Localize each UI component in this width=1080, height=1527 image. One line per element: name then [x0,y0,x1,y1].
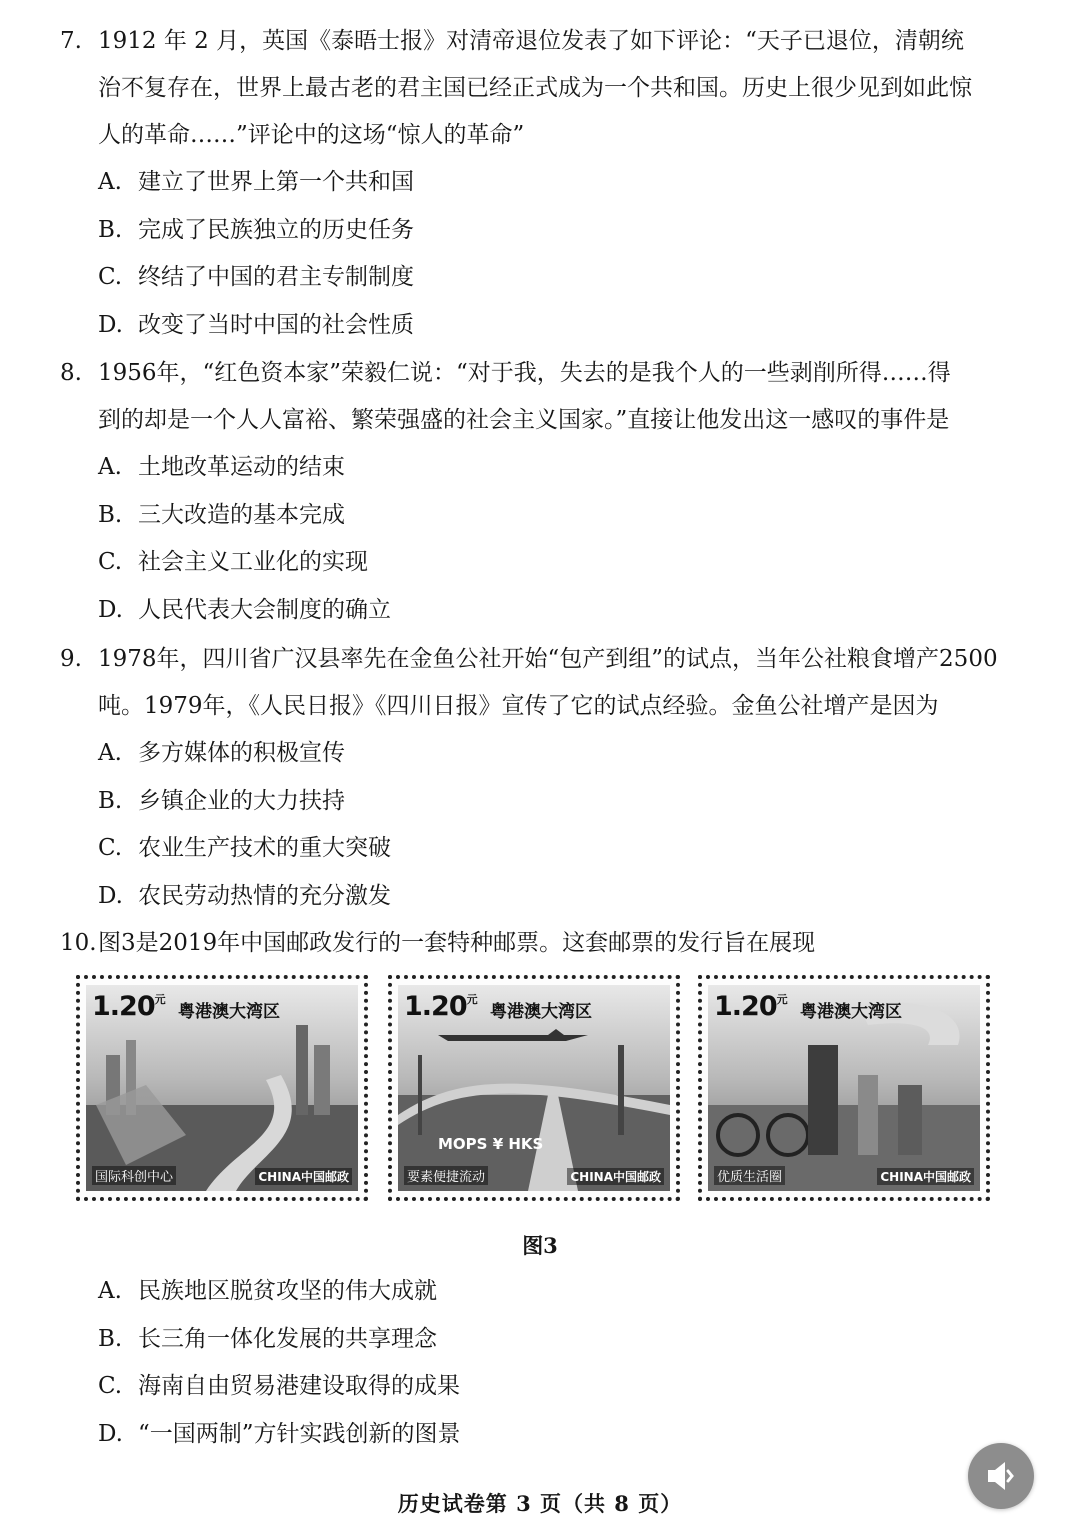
stamp-quality-life [698,975,990,1201]
option-text: 三大改造的基本完成 [138,501,345,528]
option-a[interactable] [60,444,1020,492]
question-10 [60,920,1020,967]
question-stem-line [60,920,1020,967]
stamp-value [404,991,477,1022]
stamp-figure [76,975,996,1203]
stamp-theme: 国际科创中心 [92,1166,176,1185]
option-text: 乡镇企业的大力扶持 [138,787,345,814]
question-stem-line: 吨。1979年，《人民日报》《四川日报》宣传了它的试点经验。金鱼公社增产是因为 [98,693,939,719]
option-letter: B. [98,1325,123,1352]
question-number: 7. [60,28,82,54]
stamp-region: 粤港澳大湾区 [178,1002,280,1022]
question-text: 图3是2019年中国邮政发行的一套特种邮票。这套邮票的发行旨在展现 [98,930,816,956]
question-stem-line [60,18,1020,65]
stamp-value-number: 1.20 [404,991,467,1022]
option-letter: A. [98,1278,122,1304]
stamp-currency-label: MOPS ¥ HKS [438,1135,544,1153]
option-text: 长三角一体化发展的共享理念 [138,1325,437,1352]
option-letter: B. [98,501,123,528]
stamp-theme: 要素便捷流动 [404,1166,488,1185]
option-b[interactable] [60,207,1020,255]
option-letter: D. [98,311,123,338]
stamp-value-number: 1.20 [714,991,777,1022]
option-b[interactable] [60,492,1020,540]
audio-play-button[interactable] [968,1443,1034,1509]
stamp-postal-mark: CHINA中国邮政 [255,1168,352,1185]
option-c[interactable] [60,539,1020,587]
option-b[interactable] [60,1316,1020,1364]
option-c[interactable] [60,254,1020,302]
option-text: 建立了世界上第一个共和国 [138,169,414,195]
stamp-image [398,985,670,1191]
stamp-value-unit: 元 [466,993,477,1006]
option-letter: D. [98,1420,123,1447]
question-stem-line: 人的革命……”评论中的这场“惊人的革命” [98,122,525,148]
option-d[interactable] [60,587,1020,635]
option-text: 多方媒体的积极宣传 [138,740,345,766]
stamp-region: 粤港澳大湾区 [490,1002,592,1022]
option-text: 农民劳动热情的充分激发 [138,882,391,909]
stamp-region: 粤港澳大湾区 [800,1002,902,1022]
option-text: 农业生产技术的重大突破 [138,835,391,861]
option-a[interactable] [60,1268,1020,1316]
stamp-postal-mark: CHINA中国邮政 [877,1168,974,1185]
question-stem-line [60,350,1020,397]
question-number: 10. [60,930,97,956]
option-letter: A. [98,740,122,766]
question-stem-line: 到的却是一个人人富裕、繁荣强盛的社会主义国家。”直接让他发出这一感叹的事件是 [98,407,950,433]
question-number: 9. [60,646,82,672]
option-text: 改变了当时中国的社会性质 [138,311,414,338]
question-number: 8. [60,360,82,386]
stamp-value [714,991,787,1022]
question-7 [60,18,1020,349]
option-text: 海南自由贸易港建设取得的成果 [138,1373,460,1399]
figure-caption: 图3 [522,1233,558,1258]
option-letter: A. [98,169,122,195]
option-letter: C. [98,1373,123,1399]
option-letter: D. [98,882,123,909]
stamp-value-number: 1.20 [92,991,155,1022]
question-9 [60,636,1020,920]
question-8 [60,350,1020,634]
option-text: 终结了中国的君主专制制度 [138,264,414,290]
option-text: 完成了民族独立的历史任务 [138,216,414,243]
stamp-value-unit: 元 [776,993,787,1006]
option-text: 社会主义工业化的实现 [138,549,368,575]
option-letter: C. [98,264,123,290]
option-c[interactable] [60,1363,1020,1411]
stamp-factor-flow [388,975,680,1201]
stamp-postal-mark: CHINA中国邮政 [567,1168,664,1185]
stamp-tech-center [76,975,368,1201]
stamp-image [86,985,358,1191]
question-stem-line: 治不复存在，世界上最古老的君主国已经正式成为一个共和国。历史上很少见到如此惊 [98,75,972,101]
option-b[interactable] [60,778,1020,826]
option-text: 土地改革运动的结束 [138,454,345,480]
page-footer: 历史试卷第 3 页（共 8 页） [397,1491,683,1516]
option-letter: A. [98,454,122,480]
option-c[interactable] [60,825,1020,873]
stamp-theme: 优质生活圈 [714,1166,785,1185]
option-letter: B. [98,787,123,814]
question-text: 1978年，四川省广汉县率先在金鱼公社开始“包产到组”的试点，当年公社粮食增产2500 [98,646,998,672]
option-d[interactable] [60,302,1020,350]
option-text: 人民代表大会制度的确立 [138,596,391,623]
option-letter: D. [98,596,123,623]
speaker-icon [968,1443,1034,1509]
question-10-options [60,1268,1020,1458]
option-d[interactable] [60,873,1020,921]
stamp-image [708,985,980,1191]
question-text: 1956年，“红色资本家”荣毅仁说：“对于我，失去的是我个人的一些剥削所得……得 [98,360,951,386]
option-a[interactable] [60,159,1020,207]
option-text: “一国两制”方针实践创新的图景 [138,1420,461,1447]
option-letter: C. [98,835,123,861]
option-d[interactable] [60,1411,1020,1459]
question-stem-line [60,636,1020,683]
option-letter: B. [98,216,123,243]
option-letter: C. [98,549,123,575]
question-text: 1912 年 2 月，英国《泰晤士报》对清帝退位发表了如下评论：“天子已退位，清朝统 [98,28,964,54]
stamp-value-unit: 元 [154,993,165,1006]
stamp-value [92,991,165,1022]
option-a[interactable] [60,730,1020,778]
option-text: 民族地区脱贫攻坚的伟大成就 [138,1278,437,1304]
